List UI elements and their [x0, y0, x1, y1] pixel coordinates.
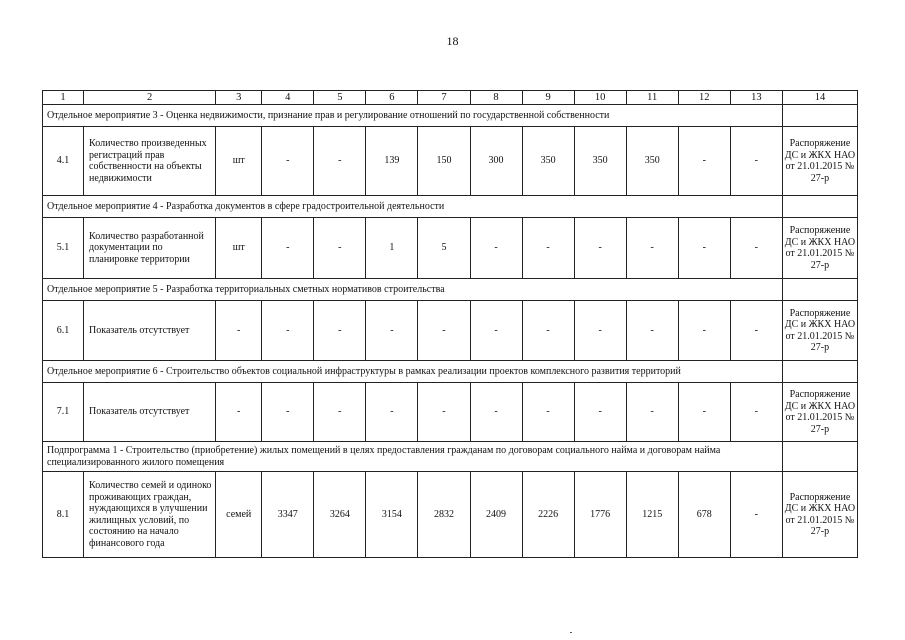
- value-cell: -: [678, 383, 730, 442]
- section-title: Отдельное мероприятие 6 - Строительство объектов социальной инфраструктуры в рамках реализации проектов комплексного развития территорий: [43, 361, 783, 383]
- value-cell: -: [626, 383, 678, 442]
- value-cell: -: [418, 301, 470, 361]
- value-cell: -: [418, 383, 470, 442]
- section-doc-blank: [782, 361, 857, 383]
- section-title: Отдельное мероприятие 4 - Разработка документов в сфере градостроительной деятельности: [43, 196, 783, 218]
- value-cell: 2226: [522, 472, 574, 558]
- column-number: 6: [366, 91, 418, 105]
- value-cell: -: [470, 383, 522, 442]
- table-row: [43, 301, 858, 361]
- value-cell: -: [730, 301, 782, 361]
- value-cell: 150: [418, 127, 470, 196]
- column-number: 2: [84, 91, 216, 105]
- value-cell: -: [262, 127, 314, 196]
- section-title: Отдельное мероприятие 5 - Разработка территориальных сметных нормативов строительства: [43, 279, 783, 301]
- table-row: [43, 472, 858, 558]
- column-number: 1: [43, 91, 84, 105]
- value-cell: -: [314, 301, 366, 361]
- value-cell: -: [314, 127, 366, 196]
- document-reference: Распоряжение ДС и ЖКХ НАО от 21.01.2015 № 27-р: [782, 218, 857, 279]
- column-number: 3: [216, 91, 262, 105]
- indicator-name: Показатель отсутствует: [84, 383, 216, 442]
- unit-cell: шт: [216, 218, 262, 279]
- value-cell: -: [314, 383, 366, 442]
- column-number: 7: [418, 91, 470, 105]
- value-cell: -: [626, 301, 678, 361]
- unit-cell: -: [216, 301, 262, 361]
- value-cell: -: [262, 383, 314, 442]
- section-title: Отдельное мероприятие 3 - Оценка недвижимости, признание прав и регулирование отношений по государственной собственности: [43, 105, 783, 127]
- document-reference: Распоряжение ДС и ЖКХ НАО от 21.01.2015 № 27-р: [782, 301, 857, 361]
- row-number: 5.1: [43, 218, 84, 279]
- value-cell: 350: [522, 127, 574, 196]
- value-cell: -: [574, 218, 626, 279]
- section-doc-blank: [782, 196, 857, 218]
- column-number: 14: [782, 91, 857, 105]
- section-doc-blank: [782, 105, 857, 127]
- value-cell: 2409: [470, 472, 522, 558]
- value-cell: -: [470, 218, 522, 279]
- value-cell: -: [522, 218, 574, 279]
- value-cell: 1: [366, 218, 418, 279]
- table-row: [43, 127, 858, 196]
- column-number: 4: [262, 91, 314, 105]
- unit-cell: шт: [216, 127, 262, 196]
- value-cell: -: [366, 383, 418, 442]
- value-cell: -: [730, 383, 782, 442]
- column-number: 13: [730, 91, 782, 105]
- section-title: Подпрограмма 1 - Строительство (приобретение) жилых помещений в целях предоставления гражданам по договорам социального найма и договорам найма специализированного жилого помещения: [43, 442, 783, 472]
- value-cell: -: [262, 301, 314, 361]
- section-doc-blank: [782, 442, 857, 472]
- table-row: [43, 218, 858, 279]
- column-number-row: [43, 91, 858, 105]
- column-number: 8: [470, 91, 522, 105]
- value-cell: 139: [366, 127, 418, 196]
- row-number: 8.1: [43, 472, 84, 558]
- document-reference: Распоряжение ДС и ЖКХ НАО от 21.01.2015 № 27-р: [782, 127, 857, 196]
- value-cell: -: [730, 127, 782, 196]
- section-row: [43, 105, 858, 127]
- column-number: 5: [314, 91, 366, 105]
- indicator-name: Количество семей и одиноко проживающих граждан, нуждающихся в улучшении жилищных условий, по состоянию на начало финансового года: [84, 472, 216, 558]
- value-cell: 3154: [366, 472, 418, 558]
- column-number: 11: [626, 91, 678, 105]
- column-number: 9: [522, 91, 574, 105]
- row-number: 4.1: [43, 127, 84, 196]
- value-cell: -: [678, 218, 730, 279]
- document-reference: Распоряжение ДС и ЖКХ НАО от 21.01.2015 № 27-р: [782, 472, 857, 558]
- indicator-name: Количество разработанной документации по планировке территории: [84, 218, 216, 279]
- unit-cell: семей: [216, 472, 262, 558]
- column-number: 12: [678, 91, 730, 105]
- value-cell: 1215: [626, 472, 678, 558]
- page-number: 18: [446, 34, 459, 48]
- section-doc-blank: [782, 279, 857, 301]
- value-cell: -: [470, 301, 522, 361]
- value-cell: -: [574, 383, 626, 442]
- table-row: [43, 383, 858, 442]
- value-cell: -: [522, 301, 574, 361]
- value-cell: 3264: [314, 472, 366, 558]
- scan-mark: [570, 632, 572, 633]
- column-number: 10: [574, 91, 626, 105]
- value-cell: -: [678, 127, 730, 196]
- value-cell: 678: [678, 472, 730, 558]
- indicator-name: Показатель отсутствует: [84, 301, 216, 361]
- value-cell: 1776: [574, 472, 626, 558]
- value-cell: 3347: [262, 472, 314, 558]
- value-cell: 2832: [418, 472, 470, 558]
- row-number: 6.1: [43, 301, 84, 361]
- value-cell: -: [678, 301, 730, 361]
- section-row: [43, 196, 858, 218]
- section-row: [43, 361, 858, 383]
- document-reference: Распоряжение ДС и ЖКХ НАО от 21.01.2015 № 27-р: [782, 383, 857, 442]
- value-cell: -: [730, 218, 782, 279]
- section-row: [43, 279, 858, 301]
- value-cell: -: [314, 218, 366, 279]
- value-cell: 350: [626, 127, 678, 196]
- value-cell: -: [574, 301, 626, 361]
- unit-cell: -: [216, 383, 262, 442]
- value-cell: 350: [574, 127, 626, 196]
- value-cell: -: [626, 218, 678, 279]
- row-number: 7.1: [43, 383, 84, 442]
- value-cell: -: [366, 301, 418, 361]
- indicator-name: Количество произведенных регистраций прав собственности на объекты недвижимости: [84, 127, 216, 196]
- value-cell: -: [522, 383, 574, 442]
- section-row: [43, 442, 858, 472]
- value-cell: -: [730, 472, 782, 558]
- indicators-table: [42, 90, 858, 558]
- value-cell: 5: [418, 218, 470, 279]
- value-cell: 300: [470, 127, 522, 196]
- value-cell: -: [262, 218, 314, 279]
